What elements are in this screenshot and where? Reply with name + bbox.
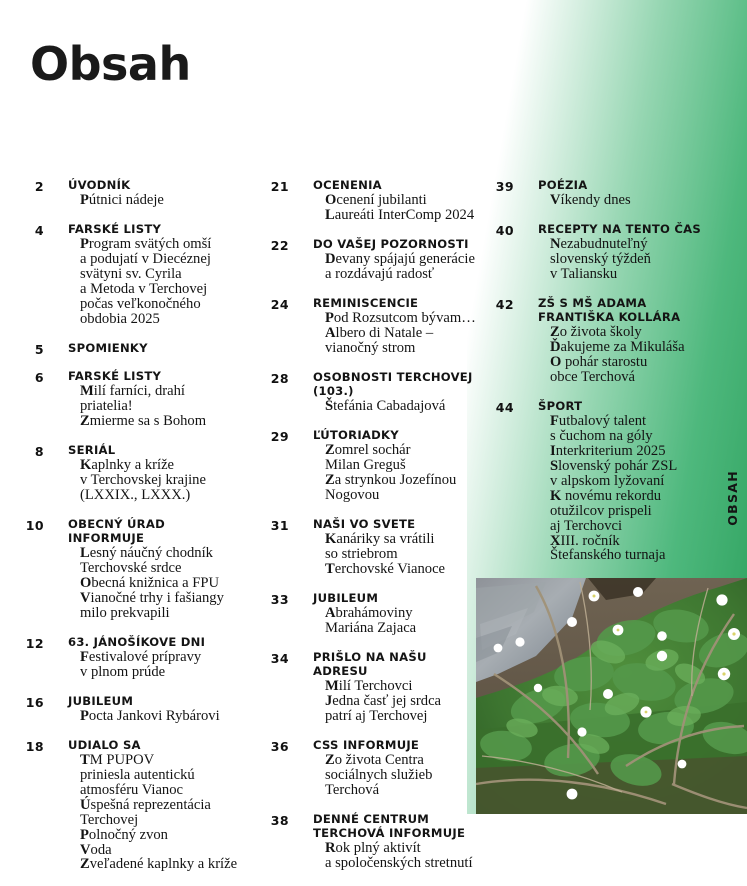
- toc-entry-body: [313, 517, 480, 577]
- toc-article-line[interactable]: Terchovské srdce: [80, 560, 182, 577]
- toc-article-line[interactable]: patrí aj Terchovej: [325, 708, 428, 725]
- toc-page-number: 2: [34, 179, 44, 194]
- toc-article-line[interactable]: Ocenení jubilanti: [325, 192, 427, 209]
- toc-page-number: 21: [270, 179, 289, 194]
- toc-page-number: 5: [34, 341, 44, 357]
- toc-article-initial: Z: [80, 412, 90, 429]
- toc-article-line[interactable]: atmosféru Vianoc: [80, 781, 184, 798]
- toc-entry[interactable]: [0, 635, 240, 680]
- toc-entry[interactable]: [0, 738, 240, 872]
- toc-article-line[interactable]: v Terchovskej krajine: [80, 471, 206, 488]
- toc-article-line[interactable]: O pohár starostu: [550, 354, 648, 371]
- toc-article-list: [325, 606, 480, 636]
- toc-page-number: 8: [34, 443, 44, 459]
- toc-article-initial: M: [325, 678, 339, 695]
- toc-article-line[interactable]: Milí farníci, drahí: [80, 383, 185, 400]
- contents-column-1: [0, 178, 240, 886]
- toc-entry-body: [313, 812, 480, 871]
- toc-section-heading[interactable]: JUBILEUM: [313, 591, 379, 606]
- toc-article-line[interactable]: Slovenský pohár ZSL: [550, 457, 678, 474]
- toc-article-line[interactable]: a spoločenských stretnutí: [325, 855, 473, 872]
- wood-anemone-photo: [476, 578, 747, 814]
- toc-article-initial: I: [550, 443, 556, 460]
- toc-section-heading[interactable]: ĽÚTORIADKY: [313, 428, 399, 443]
- toc-article-line[interactable]: Vianočné trhy i fašiangy: [80, 589, 224, 606]
- toc-entry[interactable]: [245, 650, 480, 724]
- toc-article-line[interactable]: Úspešná reprezentácia: [80, 796, 211, 813]
- toc-article-initial: M: [80, 383, 94, 400]
- toc-article-line[interactable]: milo prekvapili: [80, 604, 170, 621]
- toc-article-line[interactable]: Štefanského turnaja: [550, 547, 666, 564]
- toc-article-line[interactable]: Pocta Jankovi Rybárovi: [80, 707, 220, 724]
- toc-section-heading[interactable]: JUBILEUM: [68, 693, 134, 708]
- toc-entry-body: [68, 341, 240, 355]
- toc-article-line[interactable]: Terchovské Vianoce: [325, 561, 446, 578]
- page-title: Obsah: [30, 36, 191, 91]
- toc-article-list: [80, 237, 240, 326]
- toc-entry-body: [313, 237, 480, 282]
- toc-entry[interactable]: [470, 178, 705, 208]
- toc-article-line[interactable]: Kaplnky a kríže: [80, 457, 175, 474]
- toc-article-line[interactable]: Terchovej: [80, 811, 139, 828]
- toc-article-initial: O: [550, 354, 562, 371]
- toc-article-line[interactable]: s čuchom na góly: [550, 428, 653, 445]
- toc-article-line[interactable]: Za strynkou Jozefínou: [325, 472, 457, 489]
- toc-article-line[interactable]: sociálnych služieb: [325, 767, 433, 784]
- toc-article-line[interactable]: Nogovou: [325, 487, 380, 504]
- toc-section-heading[interactable]: RECEPTY NA TENTO ČAS: [538, 222, 701, 237]
- toc-section-heading[interactable]: OCENENIA: [313, 178, 382, 192]
- toc-page-number: 10: [25, 517, 44, 533]
- toc-article-line[interactable]: K novému rekordu: [550, 487, 662, 504]
- toc-article-line[interactable]: a podujatí v Diecéznej: [80, 251, 211, 268]
- toc-article-list: [325, 753, 480, 798]
- toc-article-line[interactable]: (LXXIX., LXXX.): [80, 486, 191, 503]
- toc-article-line[interactable]: Abrahámoviny: [325, 605, 413, 622]
- toc-article-list: [80, 546, 240, 621]
- toc-entry-body: [313, 738, 480, 798]
- toc-entry-body: [68, 222, 240, 327]
- toc-entry-body: [68, 517, 240, 621]
- toc-article-list: [550, 414, 705, 563]
- toc-entry[interactable]: [0, 443, 240, 503]
- toc-article-line[interactable]: Obecná knižnica a FPU: [80, 575, 220, 592]
- toc-entry[interactable]: [245, 296, 480, 356]
- toc-entry[interactable]: [0, 517, 240, 621]
- toc-article-initial: Z: [325, 752, 335, 769]
- toc-article-line[interactable]: Festivalové prípravy: [80, 648, 202, 665]
- toc-article-initial: Ú: [80, 796, 91, 813]
- toc-article-initial: Z: [325, 472, 335, 489]
- toc-article-initial: V: [550, 192, 561, 209]
- toc-article-line[interactable]: Voda: [80, 841, 112, 858]
- toc-article-line[interactable]: a rozdávajú radosť: [325, 266, 435, 283]
- toc-entry[interactable]: [0, 369, 240, 429]
- toc-article-line[interactable]: otužilcov prispeli: [550, 502, 652, 519]
- toc-article-list: [325, 679, 480, 724]
- toc-article-initial: P: [80, 707, 89, 724]
- toc-article-initial: T: [325, 561, 335, 578]
- toc-article-line[interactable]: Jedna časť jej srdca: [325, 693, 442, 710]
- toc-entry-body: [313, 296, 480, 356]
- toc-article-line[interactable]: v alpskom lyžovaní: [550, 472, 665, 489]
- toc-article-initial: Z: [325, 442, 335, 459]
- toc-entry-body: [68, 443, 240, 503]
- toc-article-initial: O: [325, 192, 337, 209]
- toc-page-number: 36: [270, 739, 289, 755]
- toc-entry[interactable]: [470, 399, 705, 563]
- toc-article-initial: A: [325, 605, 336, 622]
- toc-page-number: 28: [270, 370, 289, 386]
- toc-article-list: [325, 311, 480, 356]
- toc-entry[interactable]: [0, 694, 240, 724]
- toc-article-line[interactable]: Polnočný zvon: [80, 826, 168, 843]
- toc-article-list: [550, 237, 705, 282]
- toc-page-number: 16: [25, 694, 44, 710]
- toc-entry-body: [538, 399, 705, 563]
- toc-article-initial: A: [325, 325, 336, 342]
- contents-column-3: [470, 178, 705, 606]
- toc-entry[interactable]: [245, 812, 480, 871]
- toc-article-line[interactable]: Zo života Centra: [325, 752, 424, 769]
- toc-section-heading[interactable]: SERIÁL: [68, 442, 116, 457]
- toc-entry-body: [313, 650, 480, 724]
- toc-article-initial: F: [80, 648, 89, 665]
- toc-entry[interactable]: [245, 370, 480, 414]
- toc-entry-body: [538, 222, 705, 282]
- toc-article-list: [80, 753, 240, 872]
- contents-column-2: [245, 178, 480, 885]
- toc-entry-body: [538, 296, 705, 385]
- toc-article-line[interactable]: Terchová: [325, 782, 380, 799]
- toc-article-line[interactable]: Pod Rozsutcom bývam…: [325, 310, 476, 327]
- toc-article-initial: T: [80, 752, 90, 769]
- toc-article-initial: J: [325, 693, 333, 710]
- toc-page-number: 44: [495, 400, 514, 416]
- toc-article-line[interactable]: Víkendy dnes: [550, 192, 631, 209]
- toc-section-heading[interactable]: FARSKÉ LISTY: [68, 368, 162, 383]
- toc-article-initial: Z: [550, 324, 560, 341]
- toc-section-heading[interactable]: DO VAŠEJ POZORNOSTI: [313, 237, 469, 252]
- toc-article-initial: D: [325, 251, 336, 268]
- toc-article-initial: L: [80, 545, 90, 562]
- toc-section-heading[interactable]: 63. JÁNOŠÍKOVE DNI: [68, 634, 206, 649]
- toc-section-heading[interactable]: PRIŠLO NA NAŠU ADRESU: [313, 650, 427, 679]
- toc-article-line[interactable]: Zomrel sochár: [325, 442, 411, 459]
- toc-article-line[interactable]: Albero di Natale –: [325, 325, 434, 342]
- toc-article-list: [325, 532, 480, 577]
- toc-article-list: [80, 193, 240, 208]
- toc-article-line[interactable]: Laureáti InterComp 2024: [325, 207, 475, 224]
- toc-article-line[interactable]: Devany spájajú generácie: [325, 251, 475, 268]
- toc-article-line[interactable]: so striebrom: [325, 546, 398, 563]
- toc-page-number: 29: [270, 429, 289, 445]
- toc-article-initial: P: [80, 826, 89, 843]
- toc-entry[interactable]: [245, 591, 480, 636]
- toc-section-heading[interactable]: ZŠ S MŠ ADAMA FRANTIŠKA KOLLÁRA: [538, 296, 681, 325]
- toc-section-heading[interactable]: ŠPORT: [538, 399, 583, 414]
- toc-article-initial: L: [325, 207, 335, 224]
- toc-section-heading[interactable]: DENNÉ CENTRUM TERCHOVÁ INFORMUJE: [313, 812, 466, 841]
- toc-article-line[interactable]: slovenský týždeň: [550, 251, 651, 268]
- toc-page-number: 4: [34, 223, 44, 239]
- toc-entry[interactable]: [245, 178, 480, 223]
- toc-article-initial: V: [80, 589, 91, 606]
- toc-page-number: 42: [495, 297, 514, 313]
- toc-article-list: [325, 443, 480, 503]
- toc-article-line[interactable]: priatelia!: [80, 398, 133, 415]
- toc-article-initial: Z: [80, 856, 90, 873]
- toc-article-initial: F: [550, 413, 559, 430]
- toc-article-line[interactable]: Milan Greguš: [325, 457, 406, 474]
- toc-article-line[interactable]: a Metoda v Terchovej: [80, 281, 208, 298]
- toc-article-line[interactable]: Štefánia Cabadajová: [325, 398, 446, 415]
- toc-page-number: 12: [25, 635, 44, 651]
- toc-section-heading[interactable]: ÚVODNÍK: [68, 178, 131, 192]
- toc-section-heading[interactable]: POÉZIA: [538, 178, 588, 192]
- toc-section-heading[interactable]: CSS INFORMUJE: [313, 738, 420, 753]
- toc-article-line[interactable]: Futbalový talent: [550, 413, 647, 430]
- toc-page-number: 18: [25, 738, 44, 754]
- toc-entry-body: [68, 178, 240, 208]
- photo-artwork: [476, 578, 747, 814]
- toc-article-list: [325, 841, 480, 871]
- toc-section-heading[interactable]: FARSKÉ LISTY: [68, 222, 162, 237]
- toc-section-heading[interactable]: REMINISCENCIE: [313, 296, 419, 311]
- toc-article-line[interactable]: Kanáriky sa vrátili: [325, 531, 435, 548]
- toc-article-line[interactable]: vianočný strom: [325, 340, 416, 357]
- toc-article-line[interactable]: Ďakujeme za Mikuláša: [550, 339, 685, 356]
- toc-article-line[interactable]: v Taliansku: [550, 266, 618, 283]
- toc-entry[interactable]: [0, 178, 240, 208]
- toc-article-initial: K: [80, 457, 92, 474]
- toc-entry-body: [538, 178, 705, 208]
- toc-article-initial: R: [325, 840, 336, 857]
- toc-entry[interactable]: [470, 222, 705, 282]
- toc-article-line[interactable]: priniesla autentickú: [80, 766, 195, 783]
- toc-article-line[interactable]: Pútnici nádeje: [80, 192, 164, 209]
- vertical-section-label: OBSAH: [725, 470, 740, 526]
- toc-page-number: 40: [495, 223, 514, 239]
- toc-article-line[interactable]: Rok plný aktivít: [325, 840, 421, 857]
- toc-article-line[interactable]: Interkriterium 2025: [550, 443, 666, 460]
- toc-section-heading[interactable]: OSOBNOSTI TERCHOVEJ (103.): [313, 369, 473, 399]
- toc-section-heading[interactable]: OBECNÝ ÚRAD INFORMUJE: [68, 516, 165, 545]
- toc-article-initial: X: [550, 532, 561, 549]
- toc-article-list: [80, 384, 240, 429]
- toc-article-initial: P: [325, 310, 334, 327]
- toc-entry-body: [313, 370, 480, 414]
- toc-section-heading[interactable]: SPOMIENKY: [68, 340, 148, 355]
- toc-page-number: 39: [495, 179, 514, 194]
- toc-article-initial: P: [80, 192, 89, 209]
- toc-article-initial: Š: [325, 398, 334, 415]
- toc-section-heading[interactable]: UDIALO SA: [68, 737, 141, 752]
- toc-entry[interactable]: [0, 341, 240, 355]
- toc-page-number: 22: [270, 238, 289, 254]
- toc-article-initial: V: [80, 841, 91, 858]
- toc-section-heading[interactable]: NAŠI VO SVETE: [313, 517, 416, 532]
- toc-article-list: [80, 709, 240, 724]
- toc-article-list: [550, 193, 705, 208]
- toc-article-line[interactable]: Milí Terchovci: [325, 678, 413, 695]
- toc-article-line[interactable]: obdobia 2025: [80, 310, 160, 327]
- toc-article-list: [325, 193, 480, 223]
- toc-article-line[interactable]: Zveľadené kaplnky a kríže: [80, 856, 238, 873]
- toc-article-line[interactable]: Zo života školy: [550, 324, 642, 341]
- toc-entry-body: [68, 369, 240, 429]
- toc-page-number: 33: [270, 592, 289, 608]
- toc-entry-body: [313, 591, 480, 636]
- toc-article-line[interactable]: Lesný náučný chodník: [80, 545, 213, 562]
- toc-article-initial: K: [325, 531, 337, 548]
- toc-article-line[interactable]: počas veľkonočného: [80, 295, 201, 312]
- toc-article-list: [550, 325, 705, 385]
- toc-article-line[interactable]: svätyni sv. Cyrila: [80, 266, 182, 283]
- toc-article-initial: O: [80, 575, 92, 592]
- toc-article-line[interactable]: aj Terchovci: [550, 517, 623, 534]
- toc-article-line[interactable]: XIII. ročník: [550, 532, 620, 549]
- toc-article-initial: P: [80, 236, 89, 253]
- toc-article-initial: N: [550, 236, 561, 253]
- toc-article-initial: S: [550, 457, 559, 474]
- toc-article-list: [80, 458, 240, 503]
- toc-article-line[interactable]: TM PUPOV: [80, 752, 155, 769]
- toc-article-initial: K: [550, 487, 562, 504]
- toc-article-initial: Ď: [550, 339, 561, 356]
- toc-entry[interactable]: [245, 738, 480, 798]
- toc-entry[interactable]: [0, 222, 240, 327]
- toc-article-list: [325, 399, 480, 414]
- toc-article-line[interactable]: v plnom prúde: [80, 663, 166, 680]
- toc-page-number: 34: [270, 651, 289, 667]
- toc-page-number: 24: [270, 297, 289, 313]
- toc-article-line[interactable]: obce Terchová: [550, 369, 636, 386]
- toc-entry-body: [68, 694, 240, 724]
- toc-page-number: 31: [270, 518, 289, 534]
- toc-entry[interactable]: [245, 517, 480, 577]
- toc-entry[interactable]: [470, 296, 705, 385]
- toc-article-list: [80, 650, 240, 680]
- toc-entry[interactable]: [245, 237, 480, 282]
- toc-article-line[interactable]: Nezabudnuteľný: [550, 236, 648, 253]
- toc-entry-body: [313, 428, 480, 503]
- toc-page-number: 6: [34, 369, 44, 385]
- toc-entry-body: [68, 738, 240, 872]
- toc-article-line[interactable]: Zmierme sa s Bohom: [80, 412, 207, 429]
- toc-page-number: 38: [270, 813, 289, 829]
- toc-article-line[interactable]: Program svätých omší: [80, 236, 212, 253]
- toc-entry-body: [313, 178, 480, 223]
- toc-article-list: [325, 252, 480, 282]
- toc-article-line[interactable]: Mariána Zajaca: [325, 620, 417, 637]
- toc-entry-body: [68, 635, 240, 680]
- toc-entry[interactable]: [245, 428, 480, 503]
